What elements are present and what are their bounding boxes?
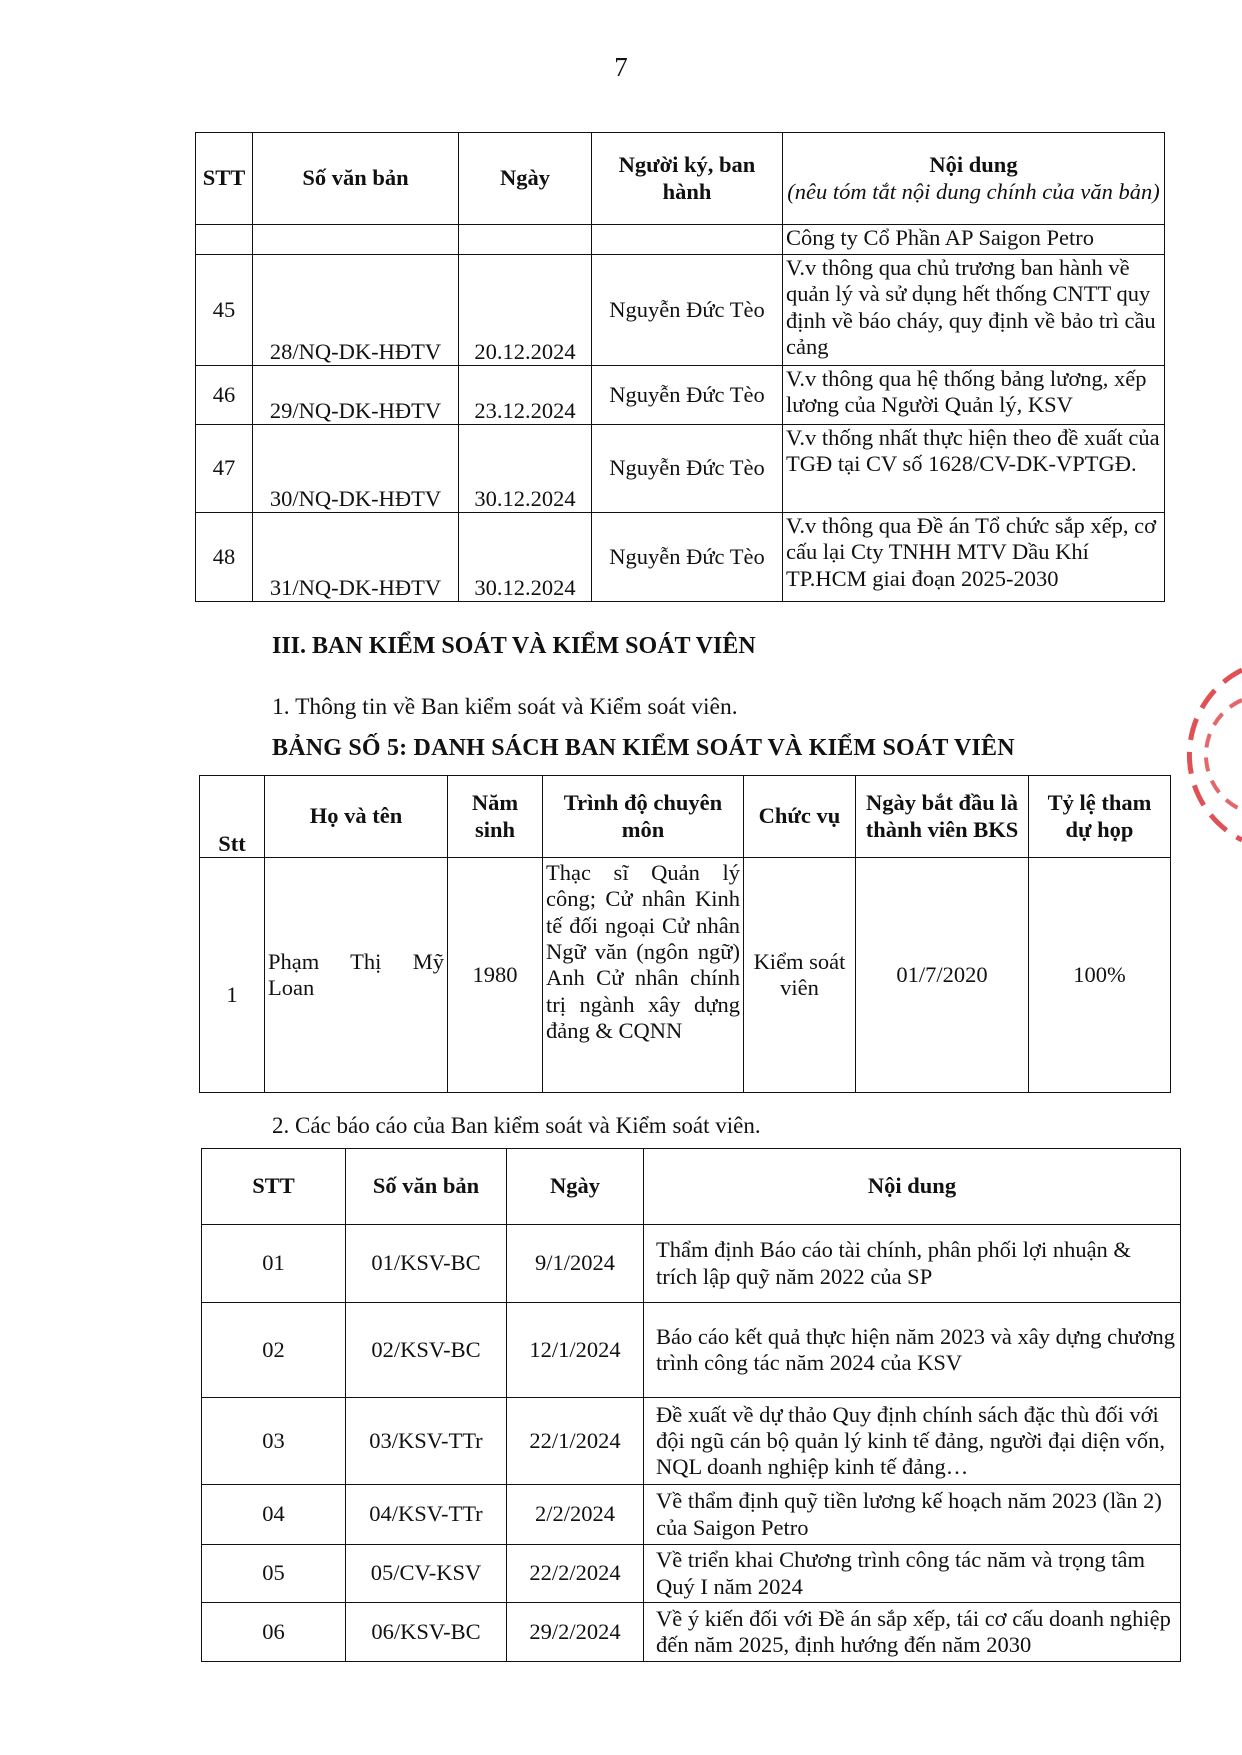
header-noi-dung: Nội dung	[644, 1149, 1181, 1225]
row-ngay: 30.12.2024	[459, 513, 592, 602]
row-ngay: 30.12.2024	[459, 425, 592, 513]
row-ngay: 23.12.2024	[459, 366, 592, 425]
row-ngay-bat-dau: 01/7/2020	[856, 858, 1029, 1093]
row-noi-dung: V.v thống nhất thực hiện theo đề xuất của TGĐ tại CV số 1628/CV-DK-VPTGĐ.	[783, 425, 1165, 513]
table-row	[202, 1485, 1181, 1545]
header-ho-ten: Họ và tên	[265, 776, 448, 858]
row-so: 29/NQ-DK-HĐTV	[253, 366, 459, 425]
table-row	[202, 1603, 1181, 1662]
row-stt: 01	[202, 1225, 346, 1303]
header-nam-sinh: Năm sinh	[448, 776, 543, 858]
header-chuc-vu: Chức vụ	[744, 776, 856, 858]
sub-heading-info: 1. Thông tin về Ban kiểm soát và Kiểm soát viên.	[272, 694, 738, 720]
row-noi-dung: V.v thông qua chủ trương ban hành về quản lý và sử dụng hết thống CNTT quy định về báo cháy, quy định về bảo trì cầu cảng	[783, 255, 1165, 366]
row-so: 31/NQ-DK-HĐTV	[253, 513, 459, 602]
row-stt: 03	[202, 1398, 346, 1485]
row-noi-dung: Về thẩm định quỹ tiền lương kế hoạch năm 2023 (lần 2) của Saigon Petro	[644, 1485, 1181, 1545]
sub-heading-reports: 2. Các báo cáo của Ban kiểm soát và Kiểm soát viên.	[272, 1113, 761, 1138]
row-so: 03/KSV-TTr	[346, 1398, 507, 1485]
row-nguoi: Nguyễn Đức Tèo	[592, 366, 783, 425]
reports-table	[201, 1148, 1181, 1662]
continuation-text: Công ty Cổ Phần AP Saigon Petro	[783, 225, 1165, 255]
row-ngay: 9/1/2024	[507, 1225, 644, 1303]
header-noi-dung-label: Nội dung	[929, 152, 1018, 178]
section-heading: III. BAN KIỂM SOÁT VÀ KIỂM SOÁT VIÊN	[272, 633, 756, 659]
row-so: 30/NQ-DK-HĐTV	[253, 425, 459, 513]
table-row	[196, 425, 1165, 513]
header-stt: STT	[196, 133, 253, 225]
row-stt: 05	[202, 1545, 346, 1603]
row-so: 01/KSV-BC	[346, 1225, 507, 1303]
row-ngay: 22/2/2024	[507, 1545, 644, 1603]
row-stt: 1	[200, 858, 265, 1093]
table-row	[202, 1303, 1181, 1398]
table-row	[202, 1398, 1181, 1485]
row-ho-ten: Phạm Thị Mỹ Loan	[265, 858, 448, 1093]
row-so: 04/KSV-TTr	[346, 1485, 507, 1545]
header-ngay: Ngày	[507, 1149, 644, 1225]
table-row	[196, 255, 1165, 366]
table-header-row	[200, 776, 1171, 858]
row-noi-dung: Đề xuất về dự thảo Quy định chính sách đặc thù đối với đội ngũ cán bộ quản lý kinh tế đảng, người đại diện vốn, NQL doanh nghiệp kinh tế đảng…	[644, 1398, 1181, 1485]
row-noi-dung: V.v thông qua Đề án Tổ chức sắp xếp, cơ cấu lại Cty TNHH MTV Dầu Khí TP.HCM giai đoạn 2025-2030	[783, 513, 1165, 602]
resolutions-table	[195, 132, 1165, 602]
row-stt: 06	[202, 1603, 346, 1662]
partial-stamp-icon	[1182, 660, 1242, 850]
row-stt: 47	[196, 425, 253, 513]
row-nguoi: Nguyễn Đức Tèo	[592, 255, 783, 366]
row-so: 28/NQ-DK-HĐTV	[253, 255, 459, 366]
row-nguoi: Nguyễn Đức Tèo	[592, 513, 783, 602]
table-row	[202, 1225, 1181, 1303]
row-stt: 45	[196, 255, 253, 366]
table-row-continuation	[196, 225, 1165, 255]
header-so-van-ban: Số văn bản	[346, 1149, 507, 1225]
header-noi-dung	[783, 133, 1165, 225]
table-header-row	[196, 133, 1165, 225]
header-ngay: Ngày	[459, 133, 592, 225]
row-ngay: 2/2/2024	[507, 1485, 644, 1545]
supervisor-table	[199, 775, 1171, 1093]
header-nguoi-ky: Người ký, ban hành	[592, 133, 783, 225]
row-chuc-vu: Kiểm soát viên	[744, 858, 856, 1093]
row-stt: 48	[196, 513, 253, 602]
row-so: 02/KSV-BC	[346, 1303, 507, 1398]
row-stt: 46	[196, 366, 253, 425]
row-stt: 02	[202, 1303, 346, 1398]
header-stt: Stt	[200, 776, 265, 858]
row-ty-le: 100%	[1029, 858, 1171, 1093]
table-header-row	[202, 1149, 1181, 1225]
row-ngay: 20.12.2024	[459, 255, 592, 366]
header-ngay-bat-dau: Ngày bắt đầu là thành viên BKS	[856, 776, 1029, 858]
row-trinh-do: Thạc sĩ Quản lý công; Cử nhân Kinh tế đối ngoại Cử nhân Ngữ văn (ngôn ngữ) Anh Cử nhân chính trị ngành xây dựng đảng & CQNN	[543, 858, 744, 1093]
table-row	[196, 366, 1165, 425]
row-noi-dung: V.v thông qua hệ thống bảng lương, xếp lương của Người Quản lý, KSV	[783, 366, 1165, 425]
row-nam-sinh: 1980	[448, 858, 543, 1093]
table-row	[200, 858, 1171, 1093]
row-noi-dung: Về ý kiến đối với Đề án sắp xếp, tái cơ cấu doanh nghiệp đến năm 2025, định hướng đến năm 2030	[644, 1603, 1181, 1662]
table-row	[202, 1545, 1181, 1603]
row-noi-dung: Báo cáo kết quả thực hiện năm 2023 và xây dựng chương trình công tác năm 2024 của KSV	[644, 1303, 1181, 1398]
row-ngay: 12/1/2024	[507, 1303, 644, 1398]
table-row	[196, 513, 1165, 602]
page-number: 7	[614, 52, 628, 82]
row-ngay: 22/1/2024	[507, 1398, 644, 1485]
row-so: 06/KSV-BC	[346, 1603, 507, 1662]
row-noi-dung: Về triển khai Chương trình công tác năm và trọng tâm Quý I năm 2024	[644, 1545, 1181, 1603]
row-ngay: 29/2/2024	[507, 1603, 644, 1662]
table-caption: BẢNG SỐ 5: DANH SÁCH BAN KIỂM SOÁT VÀ KIỂM SOÁT VIÊN	[272, 735, 1015, 761]
row-stt: 04	[202, 1485, 346, 1545]
header-noi-dung-note: (nêu tóm tắt nội dung chính của văn bản)	[787, 178, 1160, 204]
header-trinh-do: Trình độ chuyên môn	[543, 776, 744, 858]
header-ty-le: Tỷ lệ tham dự họp	[1029, 776, 1171, 858]
header-so-van-ban: Số văn bản	[253, 133, 459, 225]
header-stt: STT	[202, 1149, 346, 1225]
row-nguoi: Nguyễn Đức Tèo	[592, 425, 783, 513]
row-noi-dung: Thẩm định Báo cáo tài chính, phân phối lợi nhuận & trích lập quỹ năm 2022 của SP	[644, 1225, 1181, 1303]
row-so: 05/CV-KSV	[346, 1545, 507, 1603]
